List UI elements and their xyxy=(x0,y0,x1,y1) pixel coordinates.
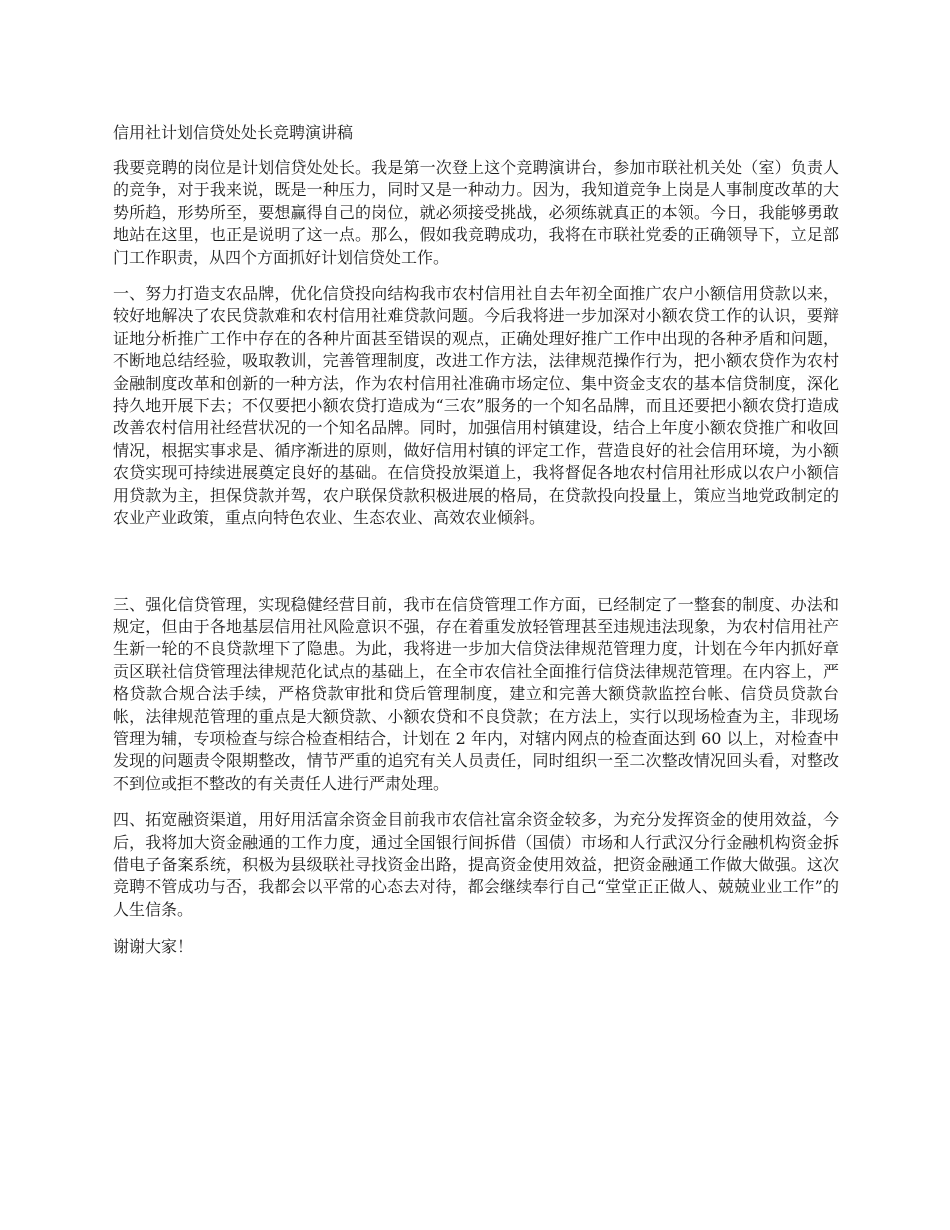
paragraph-section-3: 三、强化信贷管理，实现稳健经营目前，我市在信贷管理工作方面，已经制定了一整套的制度、办法和规定，但由于各地基层信用社风险意识不强，存在着重发放轻管理甚至违规违法现象，为农村信用社产生新一轮的不良贷款埋下了隐患。为此，我将进一步加大信贷法律规范管理力度，计划在今年内抓好章贡区联社信贷管理法律规范化试点的基础上，在全市农信社全面推行信贷法律规范管理。在内容上，严格贷款合规合法手续，严格贷款审批和贷后管理制度，建立和完善大额贷款监控台帐、信贷员贷款台帐，法律规范管理的重点是大额贷款、小额农贷和不良贷款；在方法上，实行以现场检查为主，非现场管理为辅，专项检查与综合检查相结合，计划在 2 年内，对辖内网点的检查面达到 60 以上，对检查中发现的问题责令限期整改，情节严重的追究有关人员责任，同时组织一至二次整改情况回头看，对整改不到位或拒不整改的有关责任人进行严肃处理。 xyxy=(113,594,839,793)
paragraph-section-4: 四、拓宽融资渠道，用好用活富余资金目前我市农信社富余资金较多，为充分发挥资金的使用效益，今后，我将加大资金融通的工作力度，通过全国银行间拆借（国债）市场和人行武汉分行金融机构资金拆借电子备案系统，积极为县级联社寻找资金出路，提高资金使用效益，把资金融通工作做大做强。这次竞聘不管成功与否，我都会以平常的心态去对待，都会继续奉行自己“堂堂正正做人、兢兢业业工作”的人生信条。 xyxy=(113,810,839,919)
document-page xyxy=(113,121,839,959)
document-title: 信用社计划信贷处处长竞聘演讲稿 xyxy=(113,123,354,142)
closing-remark: 谢谢大家！ xyxy=(113,937,194,957)
paragraph-intro: 我要竞聘的岗位是计划信贷处处长。我是第一次登上这个竞聘演讲台，参加市联社机关处（室）负责人的竞争，对于我来说，既是一种压力，同时又是一种动力。因为，我知道竞争上岗是人事制度改革的大势所趋，形势所至，要想赢得自己的岗位，就必须接受挑战，必须练就真正的本领。今日，我能够勇敢地站在这里，也正是说明了这一点。那么，假如我竞聘成功，我将在市联社党委的正确领导下，立足部门工作职责，从四个方面抓好计划信贷处工作。 xyxy=(113,158,839,267)
paragraph-section-1: 一、努力打造支农品牌，优化信贷投向结构我市农村信用社自去年初全面推广农户小额信用贷款以来，较好地解决了农民贷款难和农村信用社难贷款问题。今后我将进一步加深对小额农贷工作的认识，要辩证地分析推广工作中存在的各种片面甚至错误的观点，正确处理好推广工作中出现的各种矛盾和问题，不断地总结经验，吸取教训，完善管理制度，改进工作方法，法律规范操作行为，把小额农贷作为农村金融制度改革和创新的一种方法，作为农村信用社准确市场定位、集中资金支农的基本信贷制度，深化持久地开展下去；不仅要把小额农贷打造成为“三农”服务的一个知名品牌，而且还要把小额农贷打造成改善农村信用社经营状况的一个知名品牌。同时，加强信用村镇建设，结合上年度小额农贷推广和收回情况，根据实事求是、循序渐进的原则，做好信用村镇的评定工作，营造良好的社会信用环境，为小额农贷实现可持续进展奠定良好的基础。在信贷投放渠道上，我将督促各地农村信用社形成以农户小额信用贷款为主，担保贷款并驾，农户联保贷款积极进展的格局，在贷款投向投量上，策应当地党政制定的农业产业政策，重点向特色农业、生态农业、高效农业倾斜。 xyxy=(113,284,839,528)
blank-spacer xyxy=(113,544,839,594)
